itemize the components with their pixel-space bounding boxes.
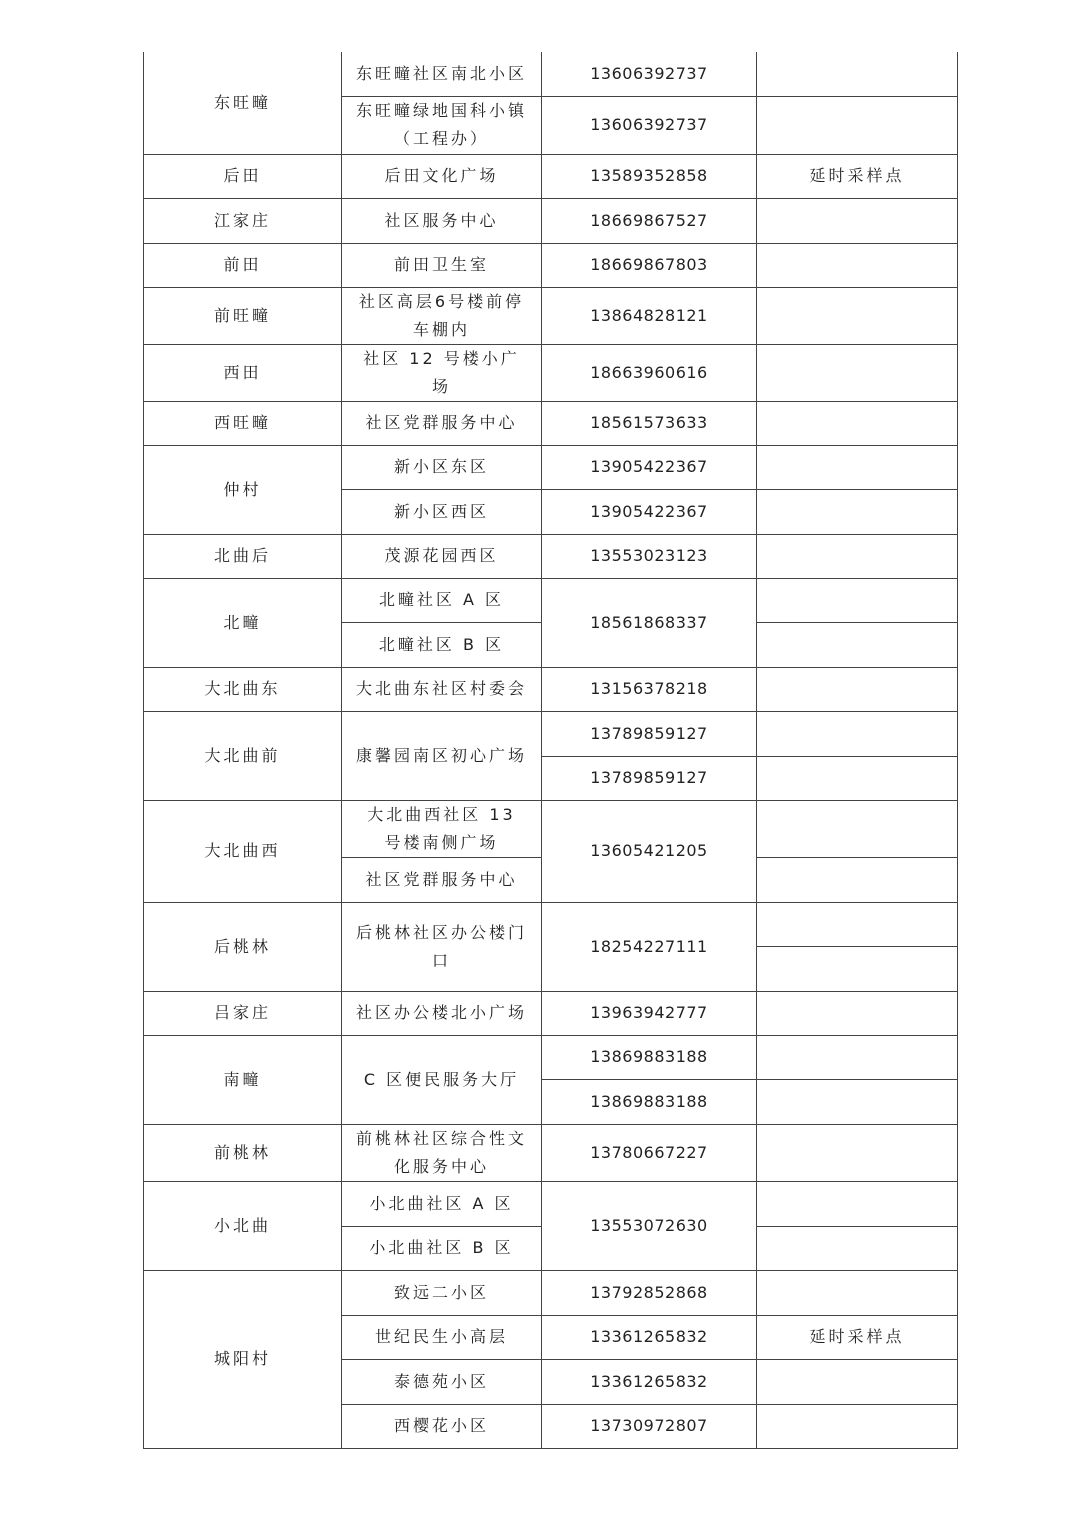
site-cell: 大北曲东社区村委会	[342, 667, 542, 711]
site-cell: 社区党群服务中心	[342, 857, 542, 902]
village-cell: 大北曲东	[144, 667, 342, 711]
table-row	[144, 154, 958, 198]
note-cell: 延时采样点	[757, 1315, 958, 1359]
site-cell: 世纪民生小高层	[342, 1315, 542, 1359]
site-cell: 大北曲西社区 13 号楼南侧广场	[342, 800, 542, 857]
site-cell: 社区党群服务中心	[342, 401, 542, 445]
table-row	[144, 667, 958, 711]
note-cell	[757, 578, 958, 622]
site-cell: 后田文化广场	[342, 154, 542, 198]
phone-cell: 13553023123	[542, 534, 757, 578]
phone-cell: 13156378218	[542, 667, 757, 711]
site-cell: 小北曲社区 A 区	[342, 1181, 542, 1226]
phone-cell: 13361265832	[542, 1359, 757, 1404]
site-cell: 小北曲社区 B 区	[342, 1226, 542, 1270]
phone-cell: 18669867803	[542, 243, 757, 287]
phone-cell: 18561573633	[542, 401, 757, 445]
note-cell	[757, 711, 958, 756]
site-cell: 西樱花小区	[342, 1404, 542, 1448]
site-cell: 社区 12 号楼小广场	[342, 344, 542, 401]
site-cell: 康馨园南区初心广场	[342, 711, 542, 800]
village-cell: 小北曲	[144, 1181, 342, 1270]
note-cell	[757, 489, 958, 534]
site-cell: 新小区西区	[342, 489, 542, 534]
table-row	[144, 243, 958, 287]
phone-cell: 13869883188	[542, 1035, 757, 1079]
village-cell: 城阳村	[144, 1270, 342, 1448]
table-row	[144, 1270, 958, 1315]
note-cell	[757, 445, 958, 489]
note-cell	[757, 1359, 958, 1404]
table-row	[144, 52, 958, 96]
site-cell: 茂源花园西区	[342, 534, 542, 578]
village-cell: 大北曲前	[144, 711, 342, 800]
phone-cell: 13730972807	[542, 1404, 757, 1448]
table-row	[144, 991, 958, 1035]
note-cell	[757, 1079, 958, 1124]
table-row	[144, 445, 958, 489]
note-cell	[757, 52, 958, 96]
village-cell: 西田	[144, 344, 342, 401]
note-cell	[757, 857, 958, 902]
table-row	[144, 534, 958, 578]
note-cell	[757, 1404, 958, 1448]
phone-cell: 13606392737	[542, 52, 757, 96]
village-cell: 吕家庄	[144, 991, 342, 1035]
sampling-sites-table	[143, 52, 958, 1449]
phone-cell: 13869883188	[542, 1079, 757, 1124]
village-cell: 后田	[144, 154, 342, 198]
phone-cell: 13606392737	[542, 96, 757, 154]
phone-cell: 13789859127	[542, 756, 757, 800]
site-cell: 北疃社区 A 区	[342, 578, 542, 622]
site-cell: 致远二小区	[342, 1270, 542, 1315]
note-cell	[757, 344, 958, 401]
table-row	[144, 902, 958, 946]
note-cell	[757, 534, 958, 578]
table-row	[144, 800, 958, 857]
village-cell: 东旺疃	[144, 52, 342, 154]
phone-cell: 13792852868	[542, 1270, 757, 1315]
note-cell	[757, 991, 958, 1035]
village-cell: 后桃林	[144, 902, 342, 991]
note-cell: 延时采样点	[757, 154, 958, 198]
village-cell: 南疃	[144, 1035, 342, 1124]
phone-cell: 13905422367	[542, 489, 757, 534]
phone-cell: 13553072630	[542, 1181, 757, 1270]
note-cell	[757, 622, 958, 667]
village-cell: 北曲后	[144, 534, 342, 578]
phone-cell: 13780667227	[542, 1124, 757, 1181]
site-cell: 东旺疃绿地国科小镇（工程办）	[342, 96, 542, 154]
note-cell	[757, 1035, 958, 1079]
phone-cell: 13361265832	[542, 1315, 757, 1359]
table-row	[144, 198, 958, 243]
village-cell: 仲村	[144, 445, 342, 534]
site-cell: 前桃林社区综合性文化服务中心	[342, 1124, 542, 1181]
note-cell	[757, 667, 958, 711]
phone-cell: 13905422367	[542, 445, 757, 489]
note-cell	[757, 401, 958, 445]
site-cell: 后桃林社区办公楼门口	[342, 902, 542, 991]
village-cell: 前田	[144, 243, 342, 287]
table-row	[144, 1124, 958, 1181]
table-row	[144, 1035, 958, 1079]
note-cell	[757, 1124, 958, 1181]
village-cell: 前旺疃	[144, 287, 342, 344]
table-row	[144, 344, 958, 401]
phone-cell: 18561868337	[542, 578, 757, 667]
village-cell: 西旺疃	[144, 401, 342, 445]
table-row	[144, 711, 958, 756]
note-cell	[757, 800, 958, 857]
table-row	[144, 287, 958, 344]
note-cell	[757, 198, 958, 243]
phone-cell: 18254227111	[542, 902, 757, 991]
village-cell: 北疃	[144, 578, 342, 667]
table-row	[144, 1181, 958, 1226]
note-cell	[757, 1181, 958, 1226]
site-cell: 社区办公楼北小广场	[342, 991, 542, 1035]
phone-cell: 13864828121	[542, 287, 757, 344]
note-cell	[757, 1270, 958, 1315]
table-row	[144, 401, 958, 445]
note-cell	[757, 1226, 958, 1270]
phone-cell: 18663960616	[542, 344, 757, 401]
site-cell: C 区便民服务大厅	[342, 1035, 542, 1124]
phone-cell: 13789859127	[542, 711, 757, 756]
phone-cell: 13963942777	[542, 991, 757, 1035]
table-row	[144, 578, 958, 622]
note-cell	[757, 287, 958, 344]
site-cell: 社区高层6号楼前停车棚内	[342, 287, 542, 344]
site-cell: 北疃社区 B 区	[342, 622, 542, 667]
site-cell: 前田卫生室	[342, 243, 542, 287]
site-cell: 新小区东区	[342, 445, 542, 489]
site-cell: 东旺疃社区南北小区	[342, 52, 542, 96]
note-cell	[757, 756, 958, 800]
site-cell: 社区服务中心	[342, 198, 542, 243]
phone-cell: 18669867527	[542, 198, 757, 243]
village-cell: 江家庄	[144, 198, 342, 243]
note-cell	[757, 96, 958, 154]
phone-cell: 13605421205	[542, 800, 757, 902]
note-cell	[757, 946, 958, 991]
village-cell: 大北曲西	[144, 800, 342, 902]
site-cell: 泰德苑小区	[342, 1359, 542, 1404]
village-cell: 前桃林	[144, 1124, 342, 1181]
note-cell	[757, 902, 958, 946]
phone-cell: 13589352858	[542, 154, 757, 198]
note-cell	[757, 243, 958, 287]
